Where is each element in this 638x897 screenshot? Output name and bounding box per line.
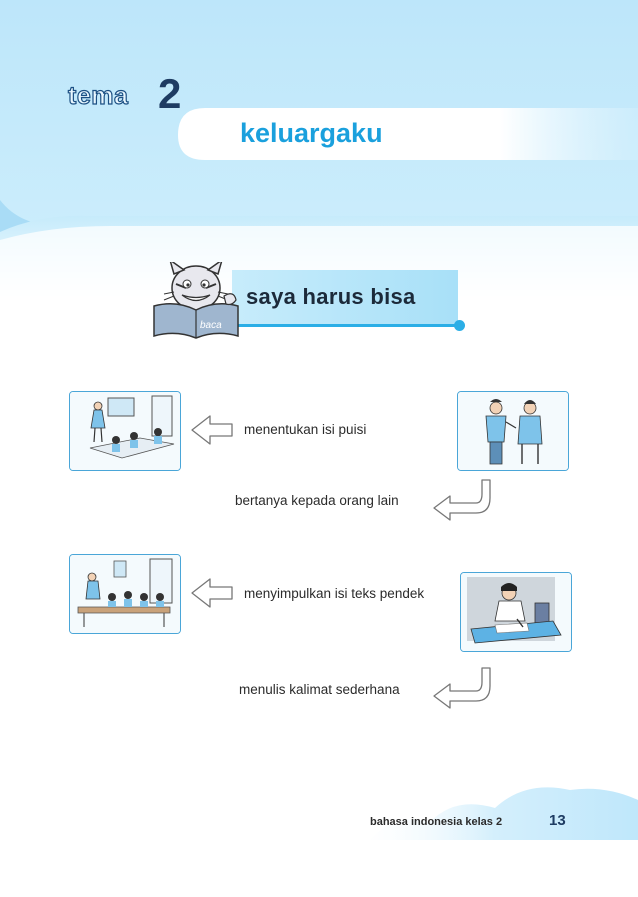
teacher-classroom-illustration xyxy=(69,391,181,471)
goal-item-label: menulis kalimat sederhana xyxy=(239,682,400,697)
theme-title: keluargaku xyxy=(240,118,383,148)
page-number: 13 xyxy=(549,812,566,829)
student-writing-illustration xyxy=(460,572,572,652)
book-title: bahasa indonesia kelas 2 xyxy=(370,816,503,828)
theme-label: tema xyxy=(68,82,129,110)
goal-item-label: menyimpulkan isi teks pendek xyxy=(244,586,425,601)
goal-item-label: bertanya kepada orang lain xyxy=(235,493,399,508)
theme-number: 2 xyxy=(158,70,182,117)
curved-arrow-left-icon xyxy=(432,476,492,522)
arrow-left-icon xyxy=(190,576,234,610)
arrow-left-icon xyxy=(190,413,234,447)
two-people-talking-illustration xyxy=(457,391,569,471)
mascot-book-text: baca xyxy=(200,320,222,331)
goal-item-label: menentukan isi puisi xyxy=(244,422,367,437)
goals-underline xyxy=(220,324,460,327)
curved-arrow-left-icon xyxy=(432,664,492,710)
goals-underline-dot xyxy=(454,320,465,331)
class-discussion-illustration xyxy=(69,554,181,634)
cat-reading-mascot-icon xyxy=(150,262,242,340)
goals-title: saya harus bisa xyxy=(246,284,416,309)
